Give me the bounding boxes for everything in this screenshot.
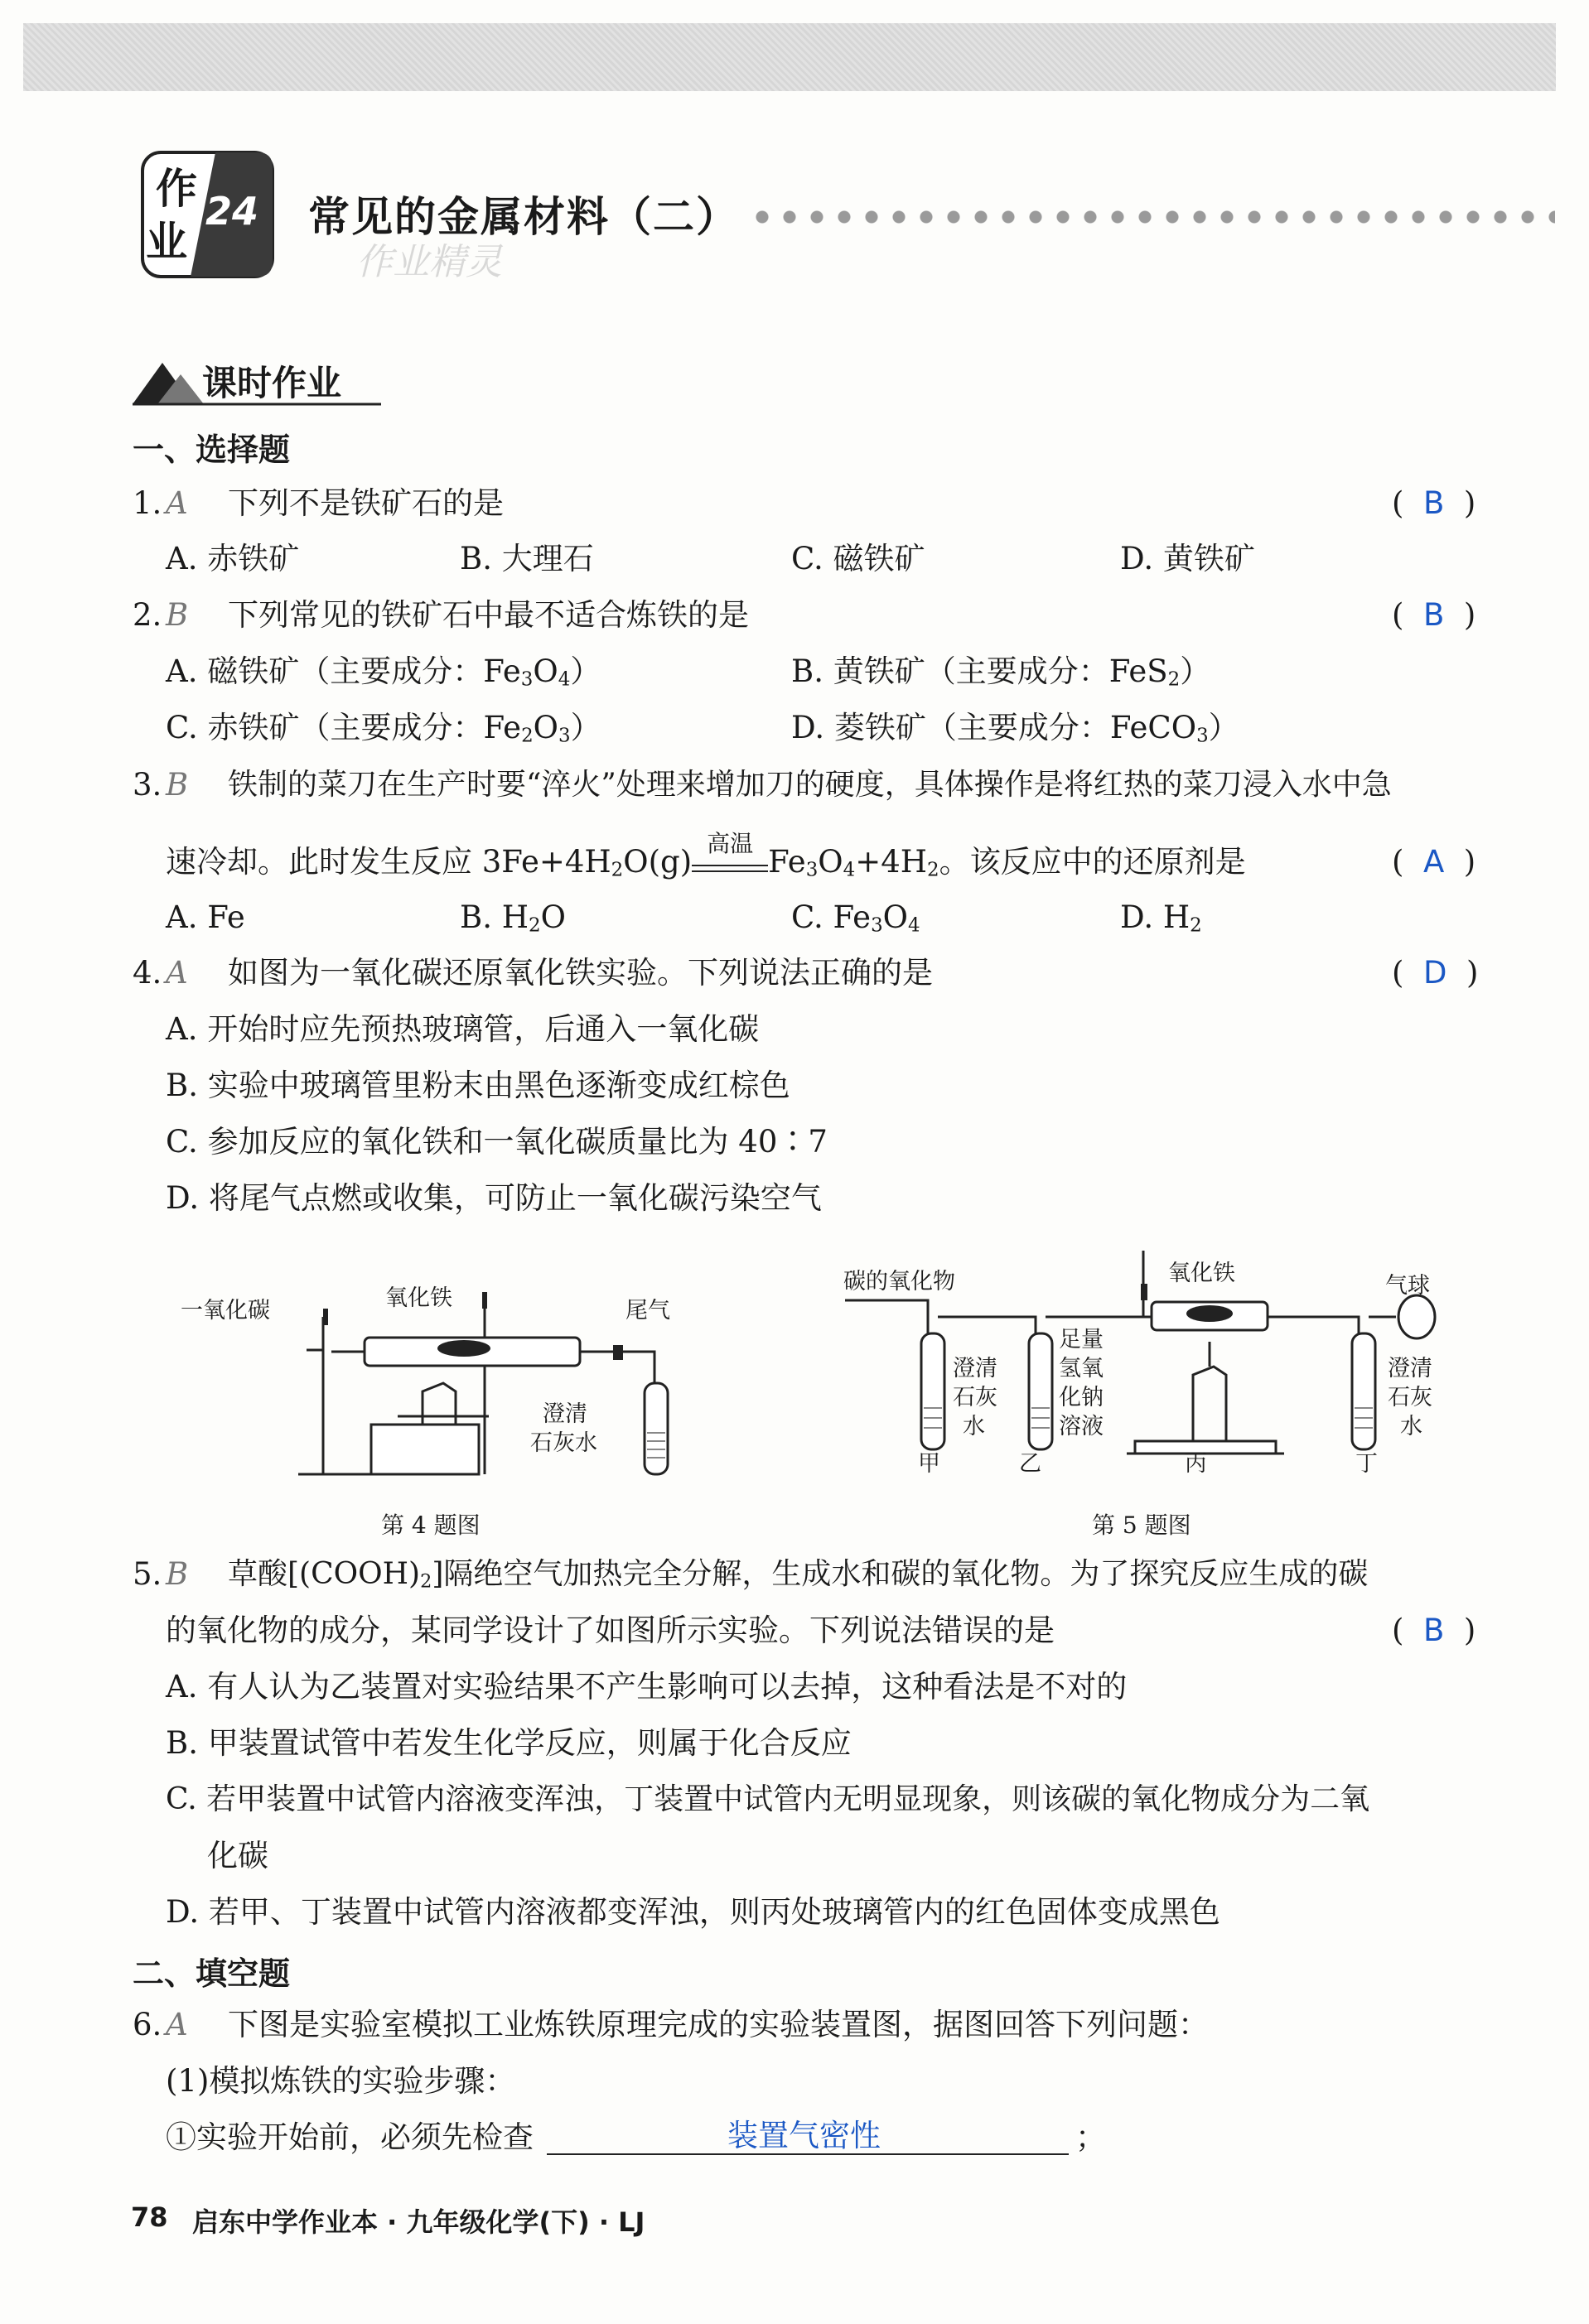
q5-answer-bracket: ( B ) [1392, 1613, 1476, 1648]
q5-level: B [166, 1556, 189, 1592]
q5-option-d: D. 若甲、丁装置中试管内溶液都变浑浊，则丙处玻璃管内的红色固体变成黑色 [166, 1894, 1220, 1930]
fig4-label-lime2: 石灰水 [530, 1430, 597, 1456]
q1-answer: B [1422, 485, 1445, 521]
q3-level: B [166, 767, 189, 803]
page-number: 78 [131, 2201, 168, 2233]
q3-stem-line1: 铁制的菜刀在生产时要“淬火”处理来增加刀的硬度，具体操作是将红热的菜刀浸入水中急 [228, 768, 1392, 802]
q5-option-a: A. 有人认为乙装置对实验结果不产生影响可以去掉，这种看法是不对的 [166, 1669, 1128, 1704]
q1-option-d: D. 黄铁矿 [1120, 541, 1255, 576]
q6-step1: ①实验开始前，必须先检查 [166, 2119, 534, 2155]
q4-number: 4. [133, 955, 162, 991]
title-dot-leader [756, 210, 1555, 224]
q3-number: 3. [133, 767, 162, 803]
q2-answer: B [1422, 597, 1445, 633]
q3-stem-line2: 速冷却。此时发生反应 $3Fe+4H_2O(g)$ 高温 $Fe_3O_4+4H_2$。该反应中的还原剂是 [166, 843, 1246, 881]
q3-answer-bracket: ( A ) [1392, 844, 1476, 880]
q3-answer: A [1422, 844, 1445, 880]
fig5-label-lime-a-3: 水 [963, 1414, 985, 1439]
q1-level: A [166, 485, 188, 521]
q4-stem: 如图为一氧化碳还原氧化铁实验。下列说法正确的是 [228, 955, 933, 991]
q5-option-b: B. 甲装置试管中若发生化学反应，则属于化合反应 [166, 1725, 852, 1761]
fig5-label-naoh-3: 化钠 [1059, 1385, 1104, 1410]
fig4-label-co: 一氧化碳 [181, 1298, 270, 1324]
q4-level: A [166, 955, 188, 991]
part-title-fill: 二、填空题 [133, 1955, 291, 1992]
q3-option-d: D. $H_2$ [1120, 899, 1202, 937]
q3-condition: 高温 [707, 830, 754, 857]
figure-4-apparatus [298, 1259, 679, 1483]
q1-number: 1. [133, 485, 162, 521]
q4-option-b: B. 实验中玻璃管里粉末由黑色逐渐变成红棕色 [166, 1068, 790, 1103]
fig5-label-lime-b-2: 石灰 [1388, 1385, 1432, 1410]
q3-reaction-arrow [692, 830, 768, 872]
fig5-label-lime-b-1: 澄清 [1388, 1356, 1432, 1381]
q4-answer: D [1422, 955, 1447, 991]
q3-option-a: A. Fe [166, 899, 245, 935]
top-scan-band [23, 23, 1556, 91]
q1-option-c: C. 磁铁矿 [791, 541, 925, 576]
badge-top-char: 作 [156, 165, 197, 213]
badge-number: 24 [205, 189, 259, 234]
q6-sub1: (1)模拟炼铁的实验步骤： [166, 2063, 516, 2099]
part-title-choice: 一、选择题 [133, 432, 291, 468]
fig4-label-lime1: 澄清 [543, 1401, 587, 1427]
fig5-label-lime-b-3: 水 [1400, 1414, 1422, 1439]
q1-option-b: B. 大理石 [460, 541, 594, 576]
q1-answer-bracket: ( B ) [1392, 485, 1476, 521]
q1-stem: 下列不是铁矿石的是 [228, 485, 504, 521]
q2-option-a: A. 磁铁矿（主要成分：$Fe_3O_4$） [166, 653, 601, 691]
q2-number: 2. [133, 597, 162, 633]
fig4-caption: 第 4 题图 [381, 1512, 481, 1539]
fig5-label-naoh-4: 溶液 [1059, 1414, 1104, 1439]
fig5-label-lime-a-2: 石灰 [953, 1385, 997, 1410]
q2-option-c: C. 赤铁矿（主要成分：$Fe_2O_3$） [166, 710, 601, 747]
fig5-label-ding: 丁 [1355, 1451, 1378, 1477]
q4-answer-bracket: ( D ) [1392, 955, 1479, 991]
q5-stem-line1: 草酸$[(COOH)_2]$隔绝空气加热完全分解，生成水和碳的氧化物。为了探究反应生成的碳 [228, 1557, 1369, 1593]
q5-option-c: C. 若甲装置中试管内溶液变浑浊，丁装置中试管内无明显现象，则该碳的氧化物成分为二氧 [166, 1782, 1370, 1816]
q1-option-a: A. 赤铁矿 [166, 541, 300, 576]
q2-level: B [166, 597, 189, 633]
badge-bottom-char: 业 [146, 218, 187, 266]
fig5-label-balloon: 气球 [1385, 1273, 1430, 1299]
fig5-label-lime-a-1: 澄清 [953, 1356, 997, 1381]
q2-option-b: B. 黄铁矿（主要成分：FeS$_2$） [791, 653, 1211, 691]
q5-option-c-cont: 化碳 [207, 1838, 268, 1873]
section-title: 课时作业 [202, 363, 342, 403]
q6-number: 6. [133, 2007, 162, 2042]
fig5-caption: 第 5 题图 [1092, 1512, 1191, 1539]
fig5-label-naoh-2: 氢氧 [1059, 1356, 1104, 1381]
q2-option-d: D. 菱铁矿（主要成分：FeCO$_3$） [791, 710, 1239, 747]
page-title: 常见的金属材料（二） [308, 193, 739, 241]
fig4-label-fe2o3: 氧化铁 [385, 1285, 452, 1311]
fig4-label-tail: 尾气 [625, 1298, 670, 1324]
q2-answer-bracket: ( B ) [1392, 597, 1476, 633]
q6-step1-answer: 装置气密性 [727, 2118, 881, 2153]
q6-level: A [166, 2007, 188, 2042]
q4-option-a: A. 开始时应先预热玻璃管，后通入一氧化碳 [166, 1011, 760, 1047]
q5-number: 5. [133, 1556, 162, 1592]
watermark-text: 作业精灵 [356, 241, 502, 283]
q5-answer: B [1422, 1613, 1445, 1648]
fig5-label-bing: 丙 [1185, 1451, 1207, 1477]
fig5-label-naoh-1: 足量 [1059, 1327, 1104, 1352]
q3-option-c: C. $Fe_3O_4$ [791, 899, 920, 937]
q6-step1-end: ； [1075, 2119, 1106, 2155]
q3-option-b: B. $H_2O$ [460, 899, 566, 937]
fig5-label-jia: 甲 [918, 1451, 940, 1477]
q4-option-d: D. 将尾气点燃或收集，可防止一氧化碳污染空气 [166, 1180, 822, 1216]
fig5-label-fe2o3: 氧化铁 [1168, 1261, 1235, 1286]
q4-option-c: C. 参加反应的氧化铁和一氧化碳质量比为 40∶7 [166, 1124, 828, 1160]
q5-stem-line2: 的氧化物的成分，某同学设计了如图所示实验。下列说法错误的是 [166, 1613, 1055, 1648]
fig5-label-yi: 乙 [1019, 1451, 1041, 1477]
q6-stem: 下图是实验室模拟工业炼铁原理完成的实验装置图，据图回答下列问题： [228, 2007, 1209, 2042]
footer-text: 启东中学作业本 · 九年级化学(下) · LJ [192, 2206, 645, 2238]
q2-stem: 下列常见的铁矿石中最不适合炼铁的是 [228, 597, 749, 633]
fig5-label-oxide: 碳的氧化物 [843, 1269, 955, 1295]
